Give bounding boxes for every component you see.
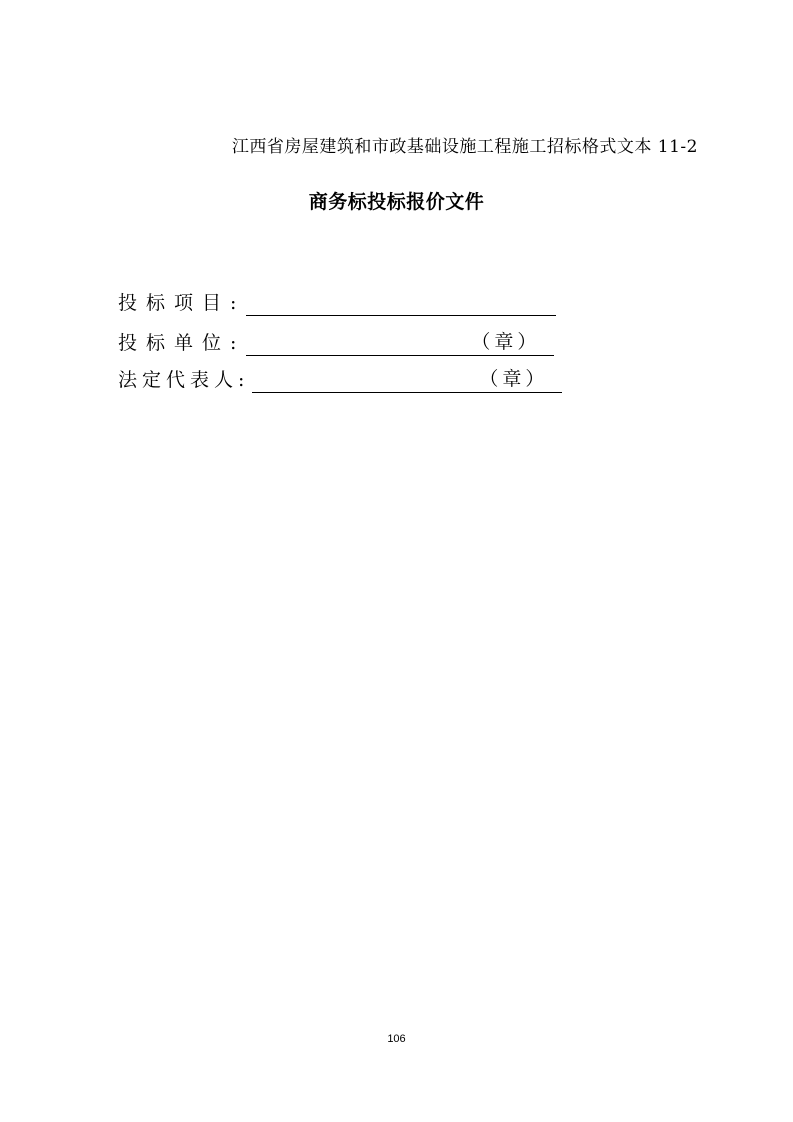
bidder-unit-blank-line [246,329,554,356]
bidder-unit-colon: : [230,332,237,354]
document-header: 江西省房屋建筑和市政基础设施工程施工招标格式文本 11-2 [231,137,698,157]
legal-representative-field [118,365,562,393]
bid-project-blank-line [246,289,556,316]
legal-representative-seal-note: （章） [479,368,549,390]
bid-project-colon: : [230,292,237,314]
bid-project-label: 投标项目 [118,292,231,314]
page-number: 106 [387,1033,406,1045]
legal-representative-label: 法定代表人 [118,369,239,391]
bidder-unit-field [118,328,554,356]
document-title: 商务标投标报价文件 [308,191,485,213]
bidder-unit-label: 投标单位 [118,332,231,354]
legal-representative-blank-line [252,366,562,393]
bid-project-field [118,288,556,316]
bidder-unit-seal-note: （章） [471,331,541,353]
legal-representative-colon: : [238,369,245,391]
